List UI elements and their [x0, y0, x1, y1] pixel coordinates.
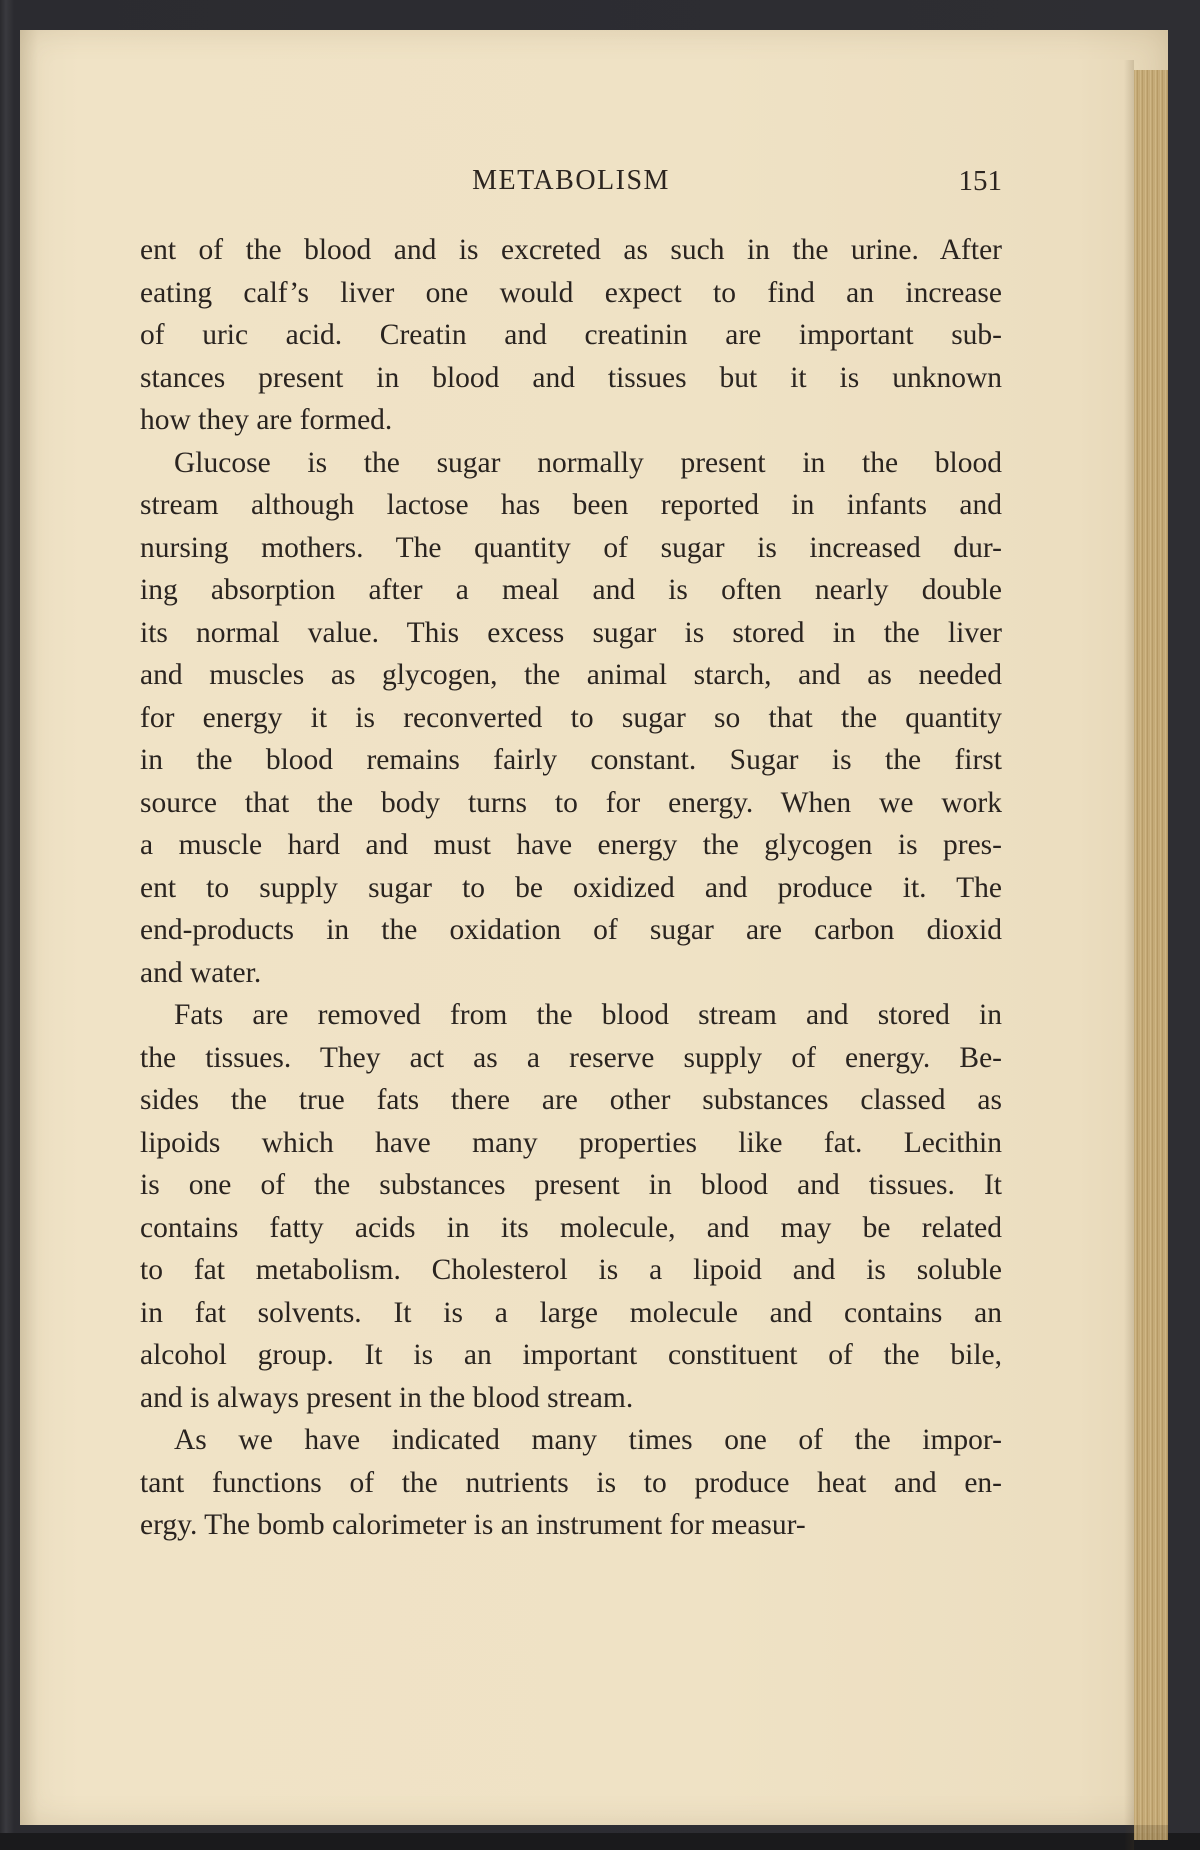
text-line: alcohol group. It is an important constituent of the bile,: [140, 1339, 1002, 1371]
text-line: tant functions of the nutrients is to produce heat and en-: [140, 1466, 1002, 1499]
text-line: in fat solvents. It is a large molecule and contains an: [140, 1296, 1002, 1329]
text-line: its normal value. This excess sugar is stored in the liver: [140, 616, 1002, 649]
page-gutter-shadow: [1124, 60, 1134, 1850]
running-title: METABOLISM: [472, 165, 670, 196]
paragraph: [140, 994, 1002, 1419]
text-line: As we have indicated many times one of the impor-: [174, 1424, 1002, 1456]
text-line: the tissues. They act as a reserve supply of energy. Be-: [140, 1041, 1002, 1074]
text-line: contains fatty acids in its molecule, and may be related: [140, 1211, 1002, 1244]
text-line: in the blood remains fairly constant. Sugar is the first: [140, 744, 1002, 776]
text-line: a muscle hard and must have energy the glycogen is pres-: [140, 829, 1002, 861]
text-line: lipoids which have many properties like fat. Lecithin: [140, 1126, 1002, 1159]
text-line: for energy it is reconverted to sugar so that the quantity: [140, 701, 1002, 734]
page-stack-edges: [1134, 70, 1168, 1840]
text-line: to fat metabolism. Cholesterol is a lipoid and is soluble: [140, 1254, 1002, 1286]
text-line: nursing mothers. The quantity of sugar is increased dur-: [140, 531, 1002, 564]
text-line: how they are formed.: [140, 404, 393, 436]
text-line: Fats are removed from the blood stream and stored in: [174, 999, 1002, 1031]
text-line: ent to supply sugar to be oxidized and produce it. The: [140, 871, 1002, 904]
text-line: sides the true fats there are other substances classed as: [140, 1084, 1002, 1116]
text-line: ent of the blood and is excreted as such in the urine. After: [140, 234, 1002, 266]
text-line: ergy. The bomb calorimeter is an instrument for measur-: [140, 1509, 806, 1541]
text-line: and is always present in the blood stream.: [140, 1381, 634, 1414]
text-line: and water.: [140, 956, 262, 989]
text-line: is one of the substances present in blood and tissues. It: [140, 1169, 1002, 1201]
text-line: stances present in blood and tissues but it is unknown: [140, 361, 1002, 394]
paragraph: [140, 442, 1002, 995]
text-line: stream although lactose has been reported in infants and: [140, 489, 1002, 521]
body-text: [140, 229, 1002, 1547]
running-head: [140, 165, 1002, 205]
text-line: eating calf’s liver one would expect to find an increase: [140, 276, 1002, 309]
paragraph: [140, 1419, 1002, 1547]
text-line: Glucose is the sugar normally present in the blood: [174, 446, 1002, 479]
page-number: 151: [958, 165, 1002, 197]
text-line: of uric acid. Creatin and creatinin are important sub-: [140, 319, 1002, 351]
text-line: ing absorption after a meal and is often nearly double: [140, 574, 1002, 606]
text-line: and muscles as glycogen, the animal starch, and as needed: [140, 659, 1002, 691]
paragraph: [140, 229, 1002, 442]
text-line: end-products in the oxidation of sugar are carbon dioxid: [140, 914, 1002, 946]
text-line: source that the body turns to for energy. When we work: [140, 786, 1002, 819]
